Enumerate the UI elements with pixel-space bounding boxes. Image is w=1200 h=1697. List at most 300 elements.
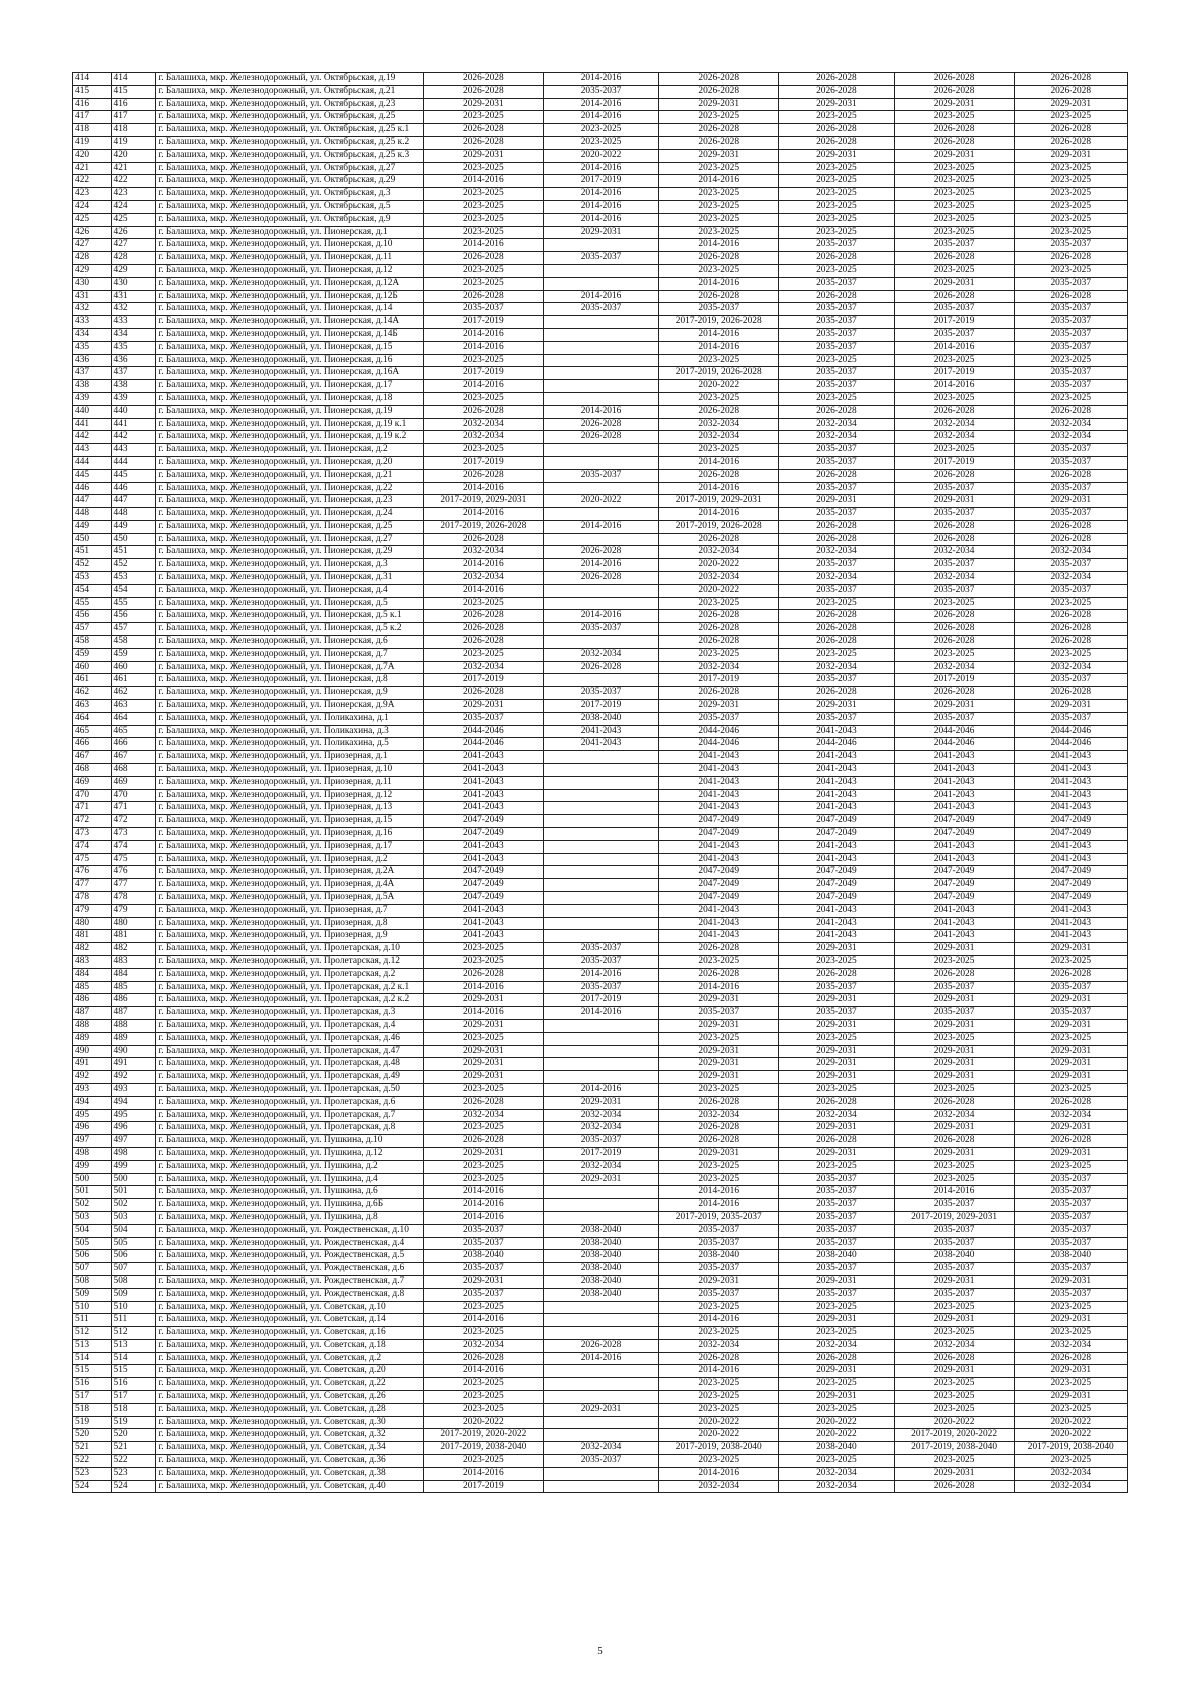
period-cell-4: 2035-2037 bbox=[779, 482, 895, 495]
house-number-cell: 424 bbox=[111, 200, 156, 213]
period-cell-1: 2047-2049 bbox=[423, 892, 543, 905]
house-number-cell: 420 bbox=[111, 149, 156, 162]
house-number-cell: 473 bbox=[111, 828, 156, 841]
address-cell: г. Балашиха, мкр. Железнодорожный, ул. Пушкина, д.10 bbox=[156, 1135, 423, 1148]
period-cell-5: 2017-2019 bbox=[894, 456, 1014, 469]
period-cell-3: 2035-2037 bbox=[659, 1007, 779, 1020]
address-cell: г. Балашиха, мкр. Железнодорожный, ул. Пионерская, д.17 bbox=[156, 380, 423, 393]
period-cell-4: 2023-2025 bbox=[779, 111, 895, 124]
period-cell-5: 2026-2028 bbox=[894, 1135, 1014, 1148]
address-cell: г. Балашиха, мкр. Железнодорожный, ул. Пушкина, д.8 bbox=[156, 1211, 423, 1224]
period-cell-4: 2047-2049 bbox=[779, 892, 895, 905]
period-cell-3: 2026-2028 bbox=[659, 610, 779, 623]
house-number-cell: 440 bbox=[111, 405, 156, 418]
period-cell-4: 2023-2025 bbox=[779, 175, 895, 188]
house-number-cell: 493 bbox=[111, 1083, 156, 1096]
period-cell-5: 2026-2028 bbox=[894, 968, 1014, 981]
row-number-cell: 455 bbox=[73, 597, 112, 610]
house-number-cell: 492 bbox=[111, 1071, 156, 1084]
house-number-cell: 499 bbox=[111, 1160, 156, 1173]
period-cell-4: 2035-2037 bbox=[779, 1173, 895, 1186]
period-cell-5: 2029-2031 bbox=[894, 1045, 1014, 1058]
period-cell-2 bbox=[543, 316, 659, 329]
period-cell-6: 2035-2037 bbox=[1014, 239, 1127, 252]
period-cell-1: 2047-2049 bbox=[423, 866, 543, 879]
period-cell-5: 2029-2031 bbox=[894, 1147, 1014, 1160]
period-cell-4: 2026-2028 bbox=[779, 520, 895, 533]
period-cell-3: 2017-2019 bbox=[659, 674, 779, 687]
period-cell-6: 2023-2025 bbox=[1014, 188, 1127, 201]
period-cell-6: 2023-2025 bbox=[1014, 648, 1127, 661]
period-cell-4: 2023-2025 bbox=[779, 1301, 895, 1314]
period-cell-1: 2026-2028 bbox=[423, 623, 543, 636]
period-cell-5: 2047-2049 bbox=[894, 892, 1014, 905]
period-cell-3: 2032-2034 bbox=[659, 546, 779, 559]
period-cell-6: 2026-2028 bbox=[1014, 136, 1127, 149]
period-cell-4: 2035-2037 bbox=[779, 1211, 895, 1224]
period-cell-3: 2023-2025 bbox=[659, 1327, 779, 1340]
period-cell-6: 2041-2043 bbox=[1014, 917, 1127, 930]
period-cell-6: 2035-2037 bbox=[1014, 1263, 1127, 1276]
period-cell-5: 2017-2019, 2020-2022 bbox=[894, 1429, 1014, 1442]
period-cell-3: 2029-2031 bbox=[659, 1147, 779, 1160]
period-cell-1: 2032-2034 bbox=[423, 661, 543, 674]
address-cell: г. Балашиха, мкр. Железнодорожный, ул. Пролетарская, д.2 bbox=[156, 968, 423, 981]
period-cell-5: 2035-2037 bbox=[894, 584, 1014, 597]
period-cell-5: 2035-2037 bbox=[894, 981, 1014, 994]
period-cell-4: 2026-2028 bbox=[779, 73, 895, 86]
period-cell-5: 2029-2031 bbox=[894, 277, 1014, 290]
period-cell-1: 2035-2037 bbox=[423, 1288, 543, 1301]
table-row bbox=[73, 751, 1128, 764]
period-cell-2: 2014-2016 bbox=[543, 98, 659, 111]
row-number-cell: 451 bbox=[73, 546, 112, 559]
address-cell: г. Балашиха, мкр. Железнодорожный, ул. Пионерская, д.24 bbox=[156, 508, 423, 521]
table-row bbox=[73, 149, 1128, 162]
period-cell-5: 2035-2037 bbox=[894, 1288, 1014, 1301]
period-cell-2: 2041-2043 bbox=[543, 738, 659, 751]
period-cell-3: 2023-2025 bbox=[659, 1173, 779, 1186]
address-cell: г. Балашиха, мкр. Железнодорожный, ул. Пролетарская, д.6 bbox=[156, 1096, 423, 1109]
row-number-cell: 443 bbox=[73, 444, 112, 457]
period-cell-2 bbox=[543, 840, 659, 853]
table-row bbox=[73, 1429, 1128, 1442]
row-number-cell: 421 bbox=[73, 162, 112, 175]
row-number-cell: 462 bbox=[73, 687, 112, 700]
period-cell-2 bbox=[543, 866, 659, 879]
period-cell-3: 2023-2025 bbox=[659, 1391, 779, 1404]
table-row bbox=[73, 162, 1128, 175]
period-cell-3: 2014-2016 bbox=[659, 239, 779, 252]
period-cell-4: 2041-2043 bbox=[779, 802, 895, 815]
period-cell-3: 2029-2031 bbox=[659, 994, 779, 1007]
period-cell-3: 2014-2016 bbox=[659, 1314, 779, 1327]
period-cell-2 bbox=[543, 597, 659, 610]
address-cell: г. Балашиха, мкр. Железнодорожный, ул. Приозерная, д.4А bbox=[156, 879, 423, 892]
period-cell-2 bbox=[543, 482, 659, 495]
period-cell-3: 2023-2025 bbox=[659, 955, 779, 968]
period-cell-5: 2029-2031 bbox=[894, 1071, 1014, 1084]
period-cell-5: 2047-2049 bbox=[894, 866, 1014, 879]
period-cell-2 bbox=[543, 1378, 659, 1391]
table-row bbox=[73, 73, 1128, 86]
table-row bbox=[73, 1122, 1128, 1135]
row-number-cell: 491 bbox=[73, 1058, 112, 1071]
table-row bbox=[73, 955, 1128, 968]
period-cell-3: 2014-2016 bbox=[659, 456, 779, 469]
period-cell-3: 2026-2028 bbox=[659, 405, 779, 418]
period-cell-4: 2035-2037 bbox=[779, 239, 895, 252]
period-cell-3: 2020-2022 bbox=[659, 559, 779, 572]
period-cell-3: 2020-2022 bbox=[659, 380, 779, 393]
row-number-cell: 506 bbox=[73, 1250, 112, 1263]
period-cell-5: 2023-2025 bbox=[894, 1160, 1014, 1173]
period-cell-3: 2026-2028 bbox=[659, 469, 779, 482]
table-row bbox=[73, 1058, 1128, 1071]
house-number-cell: 461 bbox=[111, 674, 156, 687]
house-number-cell: 481 bbox=[111, 930, 156, 943]
house-number-cell: 500 bbox=[111, 1173, 156, 1186]
house-number-cell: 419 bbox=[111, 136, 156, 149]
period-cell-4: 2020-2022 bbox=[779, 1416, 895, 1429]
period-cell-1: 2032-2034 bbox=[423, 418, 543, 431]
row-number-cell: 435 bbox=[73, 341, 112, 354]
table-row bbox=[73, 623, 1128, 636]
period-cell-1: 2014-2016 bbox=[423, 584, 543, 597]
period-cell-1: 2023-2025 bbox=[423, 597, 543, 610]
row-number-cell: 485 bbox=[73, 981, 112, 994]
page-number: 5 bbox=[597, 1645, 603, 1657]
address-cell: г. Балашиха, мкр. Железнодорожный, ул. Пионерская, д.25 bbox=[156, 520, 423, 533]
period-cell-1: 2023-2025 bbox=[423, 1327, 543, 1340]
address-cell: г. Балашиха, мкр. Железнодорожный, ул. Пионерская, д.7А bbox=[156, 661, 423, 674]
period-cell-4: 2035-2037 bbox=[779, 584, 895, 597]
row-number-cell: 434 bbox=[73, 328, 112, 341]
house-number-cell: 514 bbox=[111, 1352, 156, 1365]
period-cell-1: 2023-2025 bbox=[423, 1122, 543, 1135]
period-cell-1: 2023-2025 bbox=[423, 354, 543, 367]
row-number-cell: 484 bbox=[73, 968, 112, 981]
row-number-cell: 517 bbox=[73, 1391, 112, 1404]
period-cell-6: 2026-2028 bbox=[1014, 636, 1127, 649]
house-number-cell: 438 bbox=[111, 380, 156, 393]
period-cell-6: 2023-2025 bbox=[1014, 213, 1127, 226]
period-cell-3: 2038-2040 bbox=[659, 1250, 779, 1263]
house-number-cell: 432 bbox=[111, 303, 156, 316]
period-cell-1: 2041-2043 bbox=[423, 802, 543, 815]
row-number-cell: 456 bbox=[73, 610, 112, 623]
house-number-cell: 490 bbox=[111, 1045, 156, 1058]
period-cell-4: 2026-2028 bbox=[779, 124, 895, 137]
period-cell-2: 2014-2016 bbox=[543, 1352, 659, 1365]
period-cell-5: 2035-2037 bbox=[894, 1263, 1014, 1276]
table-row bbox=[73, 1019, 1128, 1032]
period-cell-2 bbox=[543, 789, 659, 802]
period-cell-3: 2014-2016 bbox=[659, 328, 779, 341]
table-row bbox=[73, 828, 1128, 841]
table-row bbox=[73, 1288, 1128, 1301]
period-cell-1: 2014-2016 bbox=[423, 175, 543, 188]
period-cell-1: 2041-2043 bbox=[423, 853, 543, 866]
house-number-cell: 478 bbox=[111, 892, 156, 905]
table-row bbox=[73, 1480, 1128, 1493]
period-cell-2 bbox=[543, 1058, 659, 1071]
address-cell: г. Балашиха, мкр. Железнодорожный, ул. Пролетарская, д.46 bbox=[156, 1032, 423, 1045]
period-cell-5: 2029-2031 bbox=[894, 1019, 1014, 1032]
address-cell: г. Балашиха, мкр. Железнодорожный, ул. Пионерская, д.27 bbox=[156, 533, 423, 546]
address-cell: г. Балашиха, мкр. Железнодорожный, ул. Пионерская, д.5 к.2 bbox=[156, 623, 423, 636]
house-number-cell: 463 bbox=[111, 700, 156, 713]
period-cell-1: 2041-2043 bbox=[423, 930, 543, 943]
period-cell-5: 2023-2025 bbox=[894, 955, 1014, 968]
period-cell-2 bbox=[543, 828, 659, 841]
row-number-cell: 415 bbox=[73, 85, 112, 98]
period-cell-2: 2035-2037 bbox=[543, 943, 659, 956]
period-cell-6: 2026-2028 bbox=[1014, 687, 1127, 700]
period-cell-3: 2017-2019, 2026-2028 bbox=[659, 520, 779, 533]
house-number-cell: 509 bbox=[111, 1288, 156, 1301]
table-row bbox=[73, 1263, 1128, 1276]
period-cell-1: 2014-2016 bbox=[423, 1199, 543, 1212]
period-cell-1: 2023-2025 bbox=[423, 1160, 543, 1173]
period-cell-1: 2026-2028 bbox=[423, 533, 543, 546]
period-cell-5: 2023-2025 bbox=[894, 597, 1014, 610]
house-number-cell: 505 bbox=[111, 1237, 156, 1250]
row-number-cell: 448 bbox=[73, 508, 112, 521]
house-number-cell: 462 bbox=[111, 687, 156, 700]
table-row bbox=[73, 661, 1128, 674]
period-cell-6: 2029-2031 bbox=[1014, 98, 1127, 111]
period-cell-2: 2035-2037 bbox=[543, 981, 659, 994]
house-number-cell: 467 bbox=[111, 751, 156, 764]
table-row bbox=[73, 648, 1128, 661]
period-cell-6: 2026-2028 bbox=[1014, 73, 1127, 86]
period-cell-5: 2023-2025 bbox=[894, 200, 1014, 213]
row-number-cell: 465 bbox=[73, 725, 112, 738]
house-number-cell: 451 bbox=[111, 546, 156, 559]
period-cell-2: 2038-2040 bbox=[543, 1263, 659, 1276]
period-cell-2 bbox=[543, 815, 659, 828]
table-row bbox=[73, 853, 1128, 866]
period-cell-1: 2026-2028 bbox=[423, 968, 543, 981]
row-number-cell: 495 bbox=[73, 1109, 112, 1122]
row-number-cell: 509 bbox=[73, 1288, 112, 1301]
period-cell-1: 2014-2016 bbox=[423, 1007, 543, 1020]
address-cell: г. Балашиха, мкр. Железнодорожный, ул. Поликахина, д.5 bbox=[156, 738, 423, 751]
period-cell-4: 2044-2046 bbox=[779, 738, 895, 751]
period-cell-5: 2035-2037 bbox=[894, 239, 1014, 252]
table-row bbox=[73, 431, 1128, 444]
row-number-cell: 497 bbox=[73, 1135, 112, 1148]
period-cell-1: 2017-2019, 2026-2028 bbox=[423, 520, 543, 533]
period-cell-4: 2026-2028 bbox=[779, 469, 895, 482]
period-cell-3: 2041-2043 bbox=[659, 802, 779, 815]
row-number-cell: 446 bbox=[73, 482, 112, 495]
house-number-cell: 453 bbox=[111, 572, 156, 585]
table-row bbox=[73, 981, 1128, 994]
period-cell-5: 2035-2037 bbox=[894, 482, 1014, 495]
period-cell-3: 2026-2028 bbox=[659, 136, 779, 149]
address-cell: г. Балашиха, мкр. Железнодорожный, ул. Рождественская, д.5 bbox=[156, 1250, 423, 1263]
period-cell-4: 2041-2043 bbox=[779, 776, 895, 789]
period-cell-3: 2014-2016 bbox=[659, 508, 779, 521]
period-cell-5: 2029-2031 bbox=[894, 98, 1014, 111]
period-cell-3: 2029-2031 bbox=[659, 149, 779, 162]
house-number-cell: 513 bbox=[111, 1339, 156, 1352]
house-number-cell: 520 bbox=[111, 1429, 156, 1442]
period-cell-5: 2041-2043 bbox=[894, 917, 1014, 930]
table-row bbox=[73, 85, 1128, 98]
address-cell: г. Балашиха, мкр. Железнодорожный, ул. Пионерская, д.22 bbox=[156, 482, 423, 495]
house-number-cell: 475 bbox=[111, 853, 156, 866]
period-cell-5: 2026-2028 bbox=[894, 469, 1014, 482]
period-cell-6: 2041-2043 bbox=[1014, 853, 1127, 866]
row-number-cell: 442 bbox=[73, 431, 112, 444]
period-cell-5: 2035-2037 bbox=[894, 1237, 1014, 1250]
period-cell-3: 2029-2031 bbox=[659, 1045, 779, 1058]
period-cell-2: 2035-2037 bbox=[543, 1455, 659, 1468]
period-cell-2: 2038-2040 bbox=[543, 1237, 659, 1250]
house-number-cell: 480 bbox=[111, 917, 156, 930]
period-cell-4: 2035-2037 bbox=[779, 456, 895, 469]
address-cell: г. Балашиха, мкр. Железнодорожный, ул. Пионерская, д.5 bbox=[156, 597, 423, 610]
table-row bbox=[73, 1378, 1128, 1391]
house-number-cell: 497 bbox=[111, 1135, 156, 1148]
table-row bbox=[73, 1045, 1128, 1058]
period-cell-6: 2035-2037 bbox=[1014, 303, 1127, 316]
house-number-cell: 437 bbox=[111, 367, 156, 380]
period-cell-2 bbox=[543, 508, 659, 521]
house-number-cell: 465 bbox=[111, 725, 156, 738]
row-number-cell: 420 bbox=[73, 149, 112, 162]
period-cell-3: 2026-2028 bbox=[659, 290, 779, 303]
table-row bbox=[73, 738, 1128, 751]
address-cell: г. Балашиха, мкр. Железнодорожный, ул. Октябрьская, д.25 bbox=[156, 111, 423, 124]
period-cell-6: 2026-2028 bbox=[1014, 85, 1127, 98]
table-row bbox=[73, 764, 1128, 777]
period-cell-4: 2035-2037 bbox=[779, 1224, 895, 1237]
period-cell-2 bbox=[543, 341, 659, 354]
row-number-cell: 445 bbox=[73, 469, 112, 482]
period-cell-3: 2047-2049 bbox=[659, 879, 779, 892]
row-number-cell: 428 bbox=[73, 252, 112, 265]
period-cell-2 bbox=[543, 892, 659, 905]
row-number-cell: 458 bbox=[73, 636, 112, 649]
address-cell: г. Балашиха, мкр. Железнодорожный, ул. Пионерская, д.10 bbox=[156, 239, 423, 252]
period-cell-3: 2014-2016 bbox=[659, 1365, 779, 1378]
address-cell: г. Балашиха, мкр. Железнодорожный, ул. Пионерская, д.16 bbox=[156, 354, 423, 367]
period-cell-1: 2017-2019 bbox=[423, 367, 543, 380]
period-cell-6: 2026-2028 bbox=[1014, 533, 1127, 546]
period-cell-3: 2023-2025 bbox=[659, 188, 779, 201]
period-cell-3: 2032-2034 bbox=[659, 431, 779, 444]
address-cell: г. Балашиха, мкр. Железнодорожный, ул. Пушкина, д.12 bbox=[156, 1147, 423, 1160]
period-cell-5: 2014-2016 bbox=[894, 380, 1014, 393]
address-cell: г. Балашиха, мкр. Железнодорожный, ул. Пионерская, д.6 bbox=[156, 636, 423, 649]
period-cell-1: 2017-2019 bbox=[423, 1480, 543, 1493]
period-cell-3: 2017-2019, 2026-2028 bbox=[659, 316, 779, 329]
address-cell: г. Балашиха, мкр. Железнодорожный, ул. Пионерская, д.14Б bbox=[156, 328, 423, 341]
period-cell-5: 2017-2019 bbox=[894, 674, 1014, 687]
period-cell-6: 2035-2037 bbox=[1014, 1237, 1127, 1250]
period-cell-6: 2029-2031 bbox=[1014, 149, 1127, 162]
address-cell: г. Балашиха, мкр. Железнодорожный, ул. Приозерная, д.9 bbox=[156, 930, 423, 943]
table-row bbox=[73, 444, 1128, 457]
row-number-cell: 429 bbox=[73, 264, 112, 277]
period-cell-1: 2026-2028 bbox=[423, 124, 543, 137]
house-number-cell: 439 bbox=[111, 392, 156, 405]
table-row bbox=[73, 1135, 1128, 1148]
period-cell-6: 2047-2049 bbox=[1014, 815, 1127, 828]
period-cell-1: 2014-2016 bbox=[423, 328, 543, 341]
period-cell-3: 2026-2028 bbox=[659, 1096, 779, 1109]
address-cell: г. Балашиха, мкр. Железнодорожный, ул. Октябрьская, д.25 к.1 bbox=[156, 124, 423, 137]
period-cell-5: 2023-2025 bbox=[894, 392, 1014, 405]
period-cell-6: 2023-2025 bbox=[1014, 1032, 1127, 1045]
period-cell-3: 2032-2034 bbox=[659, 418, 779, 431]
period-cell-4: 2029-2031 bbox=[779, 1019, 895, 1032]
period-cell-3: 2047-2049 bbox=[659, 815, 779, 828]
period-cell-1: 2041-2043 bbox=[423, 751, 543, 764]
period-cell-5: 2023-2025 bbox=[894, 188, 1014, 201]
house-number-cell: 436 bbox=[111, 354, 156, 367]
period-cell-2 bbox=[543, 1211, 659, 1224]
period-cell-4: 2035-2037 bbox=[779, 1263, 895, 1276]
period-cell-2: 2032-2034 bbox=[543, 1109, 659, 1122]
period-cell-1: 2023-2025 bbox=[423, 392, 543, 405]
house-number-cell: 484 bbox=[111, 968, 156, 981]
period-cell-6: 2032-2034 bbox=[1014, 1339, 1127, 1352]
house-number-cell: 421 bbox=[111, 162, 156, 175]
table-row bbox=[73, 495, 1128, 508]
period-cell-5: 2032-2034 bbox=[894, 431, 1014, 444]
row-number-cell: 454 bbox=[73, 584, 112, 597]
period-cell-5: 2041-2043 bbox=[894, 802, 1014, 815]
address-cell: г. Балашиха, мкр. Железнодорожный, ул. Рождественская, д.10 bbox=[156, 1224, 423, 1237]
period-cell-6: 2035-2037 bbox=[1014, 674, 1127, 687]
period-cell-3: 2041-2043 bbox=[659, 751, 779, 764]
period-cell-6: 2029-2031 bbox=[1014, 1045, 1127, 1058]
address-cell: г. Балашиха, мкр. Железнодорожный, ул. Пролетарская, д.2 к.2 bbox=[156, 994, 423, 1007]
row-number-cell: 472 bbox=[73, 815, 112, 828]
row-number-cell: 477 bbox=[73, 879, 112, 892]
period-cell-4: 2041-2043 bbox=[779, 725, 895, 738]
period-cell-2 bbox=[543, 354, 659, 367]
period-cell-3: 2017-2019, 2035-2037 bbox=[659, 1211, 779, 1224]
row-number-cell: 426 bbox=[73, 226, 112, 239]
period-cell-4: 2047-2049 bbox=[779, 866, 895, 879]
period-cell-2: 2029-2031 bbox=[543, 226, 659, 239]
period-cell-3: 2026-2028 bbox=[659, 1352, 779, 1365]
period-cell-5: 2023-2025 bbox=[894, 111, 1014, 124]
table-row bbox=[73, 456, 1128, 469]
period-cell-2 bbox=[543, 802, 659, 815]
period-cell-5: 2026-2028 bbox=[894, 290, 1014, 303]
row-number-cell: 487 bbox=[73, 1007, 112, 1020]
period-cell-6: 2026-2028 bbox=[1014, 520, 1127, 533]
period-cell-2: 2029-2031 bbox=[543, 1096, 659, 1109]
period-cell-1: 2035-2037 bbox=[423, 303, 543, 316]
period-cell-3: 2020-2022 bbox=[659, 1429, 779, 1442]
period-cell-6: 2035-2037 bbox=[1014, 328, 1127, 341]
address-cell: г. Балашиха, мкр. Железнодорожный, ул. Советская, д.14 bbox=[156, 1314, 423, 1327]
period-cell-4: 2023-2025 bbox=[779, 648, 895, 661]
period-cell-6: 2026-2028 bbox=[1014, 252, 1127, 265]
period-cell-3: 2029-2031 bbox=[659, 1275, 779, 1288]
period-cell-5: 2038-2040 bbox=[894, 1250, 1014, 1263]
period-cell-5: 2044-2046 bbox=[894, 725, 1014, 738]
period-cell-4: 2029-2031 bbox=[779, 1314, 895, 1327]
